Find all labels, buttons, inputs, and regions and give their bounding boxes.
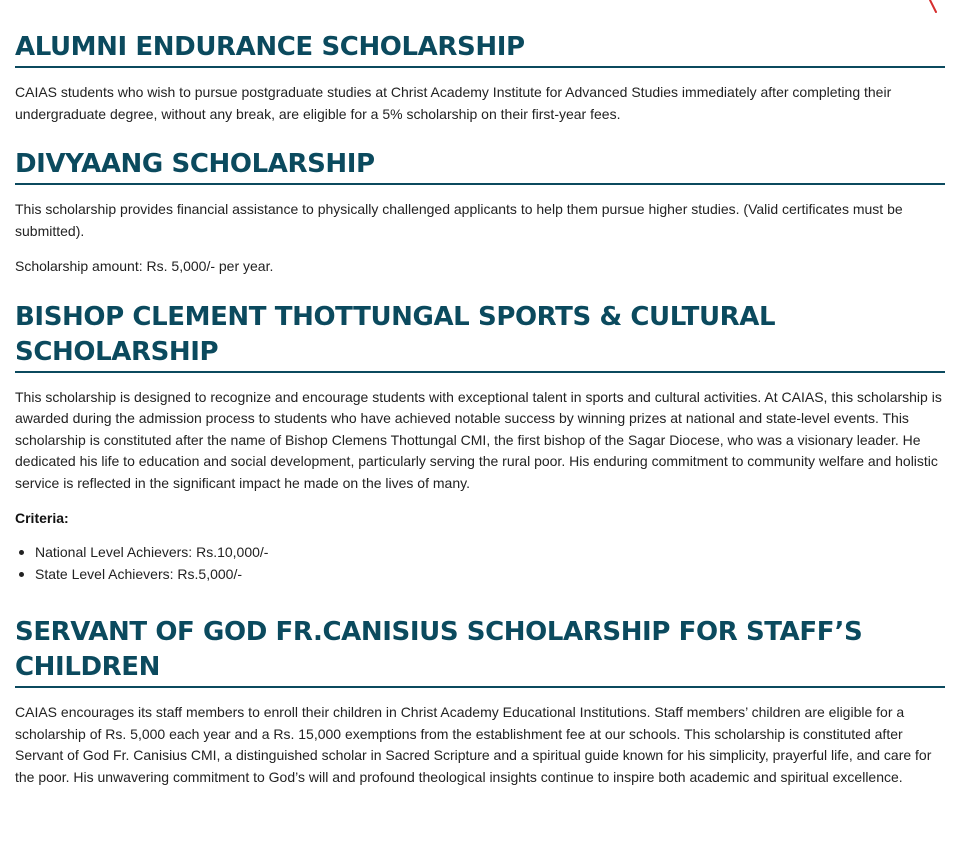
criteria-list — [15, 541, 945, 585]
section-title-divyaang: DIVYAANG SCHOLARSHIP — [15, 147, 945, 185]
criteria-item — [15, 541, 945, 563]
bullet-icon — [19, 572, 24, 577]
fr-canisius-description: CAIAS encourages its staff members to enroll their children in Christ Academy Educational Institutions. Staff members’ children are eligible for a scholarship of Rs. 5,000 each year and a Rs. 15,000 exemptions from the establishment fee at our schools. This scholarship is constituted after Servant of God Fr. Canisius CMI, a distinguished scholar in Sacred Scripture and a spiritual guide known for his simplicity, prayerful life, and care for the poor. His unwavering commitment to God’s will and profound theological insights continue to inspire both academic and spiritual excellence. — [15, 704, 932, 785]
criteria-item-text: State Level Achievers: Rs.5,000/- — [35, 566, 242, 582]
bishop-clement-description: This scholarship is designed to recognize and encourage students with exceptional talent in sports and cultural activities. At CAIAS, this scholarship is awarded during the admission process to students who have achieved notable success by winning prizes at national and state-level events. This scholarship is constituted after the name of Bishop Clemens Thottungal CMI, the first bishop of the Sagar Diocese, who was a visionary leader. He dedicated his life to education and social development, particularly serving the rural poor. His enduring commitment to community welfare and holistic service is reflected in the significant impact he made on the lives of many. — [15, 388, 942, 491]
section-title-alumni-endurance: ALUMNI ENDURANCE SCHOLARSHIP — [15, 30, 945, 68]
scholarship-content — [15, 0, 945, 788]
criteria-item — [15, 563, 945, 585]
section-title-bishop-clement: BISHOP CLEMENT THOTTUNGAL SPORTS & CULTURAL SCHOLARSHIP — [15, 300, 945, 373]
divyaang-description: This scholarship provides financial assistance to physically challenged applicants to help them pursue higher studies. (Valid certificates must be submitted). — [15, 201, 903, 239]
criteria-item-text: National Level Achievers: Rs.10,000/- — [35, 544, 269, 560]
bullet-icon — [19, 550, 24, 555]
alumni-endurance-description: CAIAS students who wish to pursue postgraduate studies at Christ Academy Institute for Advanced Studies immediately after completing their undergraduate degree, without any break, are eligible for a 5% scholarship on their first-year fees. — [15, 84, 892, 122]
criteria-label: Criteria: — [15, 510, 69, 526]
divyaang-amount: Scholarship amount: Rs. 5,000/- per year. — [15, 258, 274, 274]
section-title-fr-canisius: SERVANT OF GOD FR.CANISIUS SCHOLARSHIP FOR STAFF’S CHILDREN — [15, 615, 945, 688]
